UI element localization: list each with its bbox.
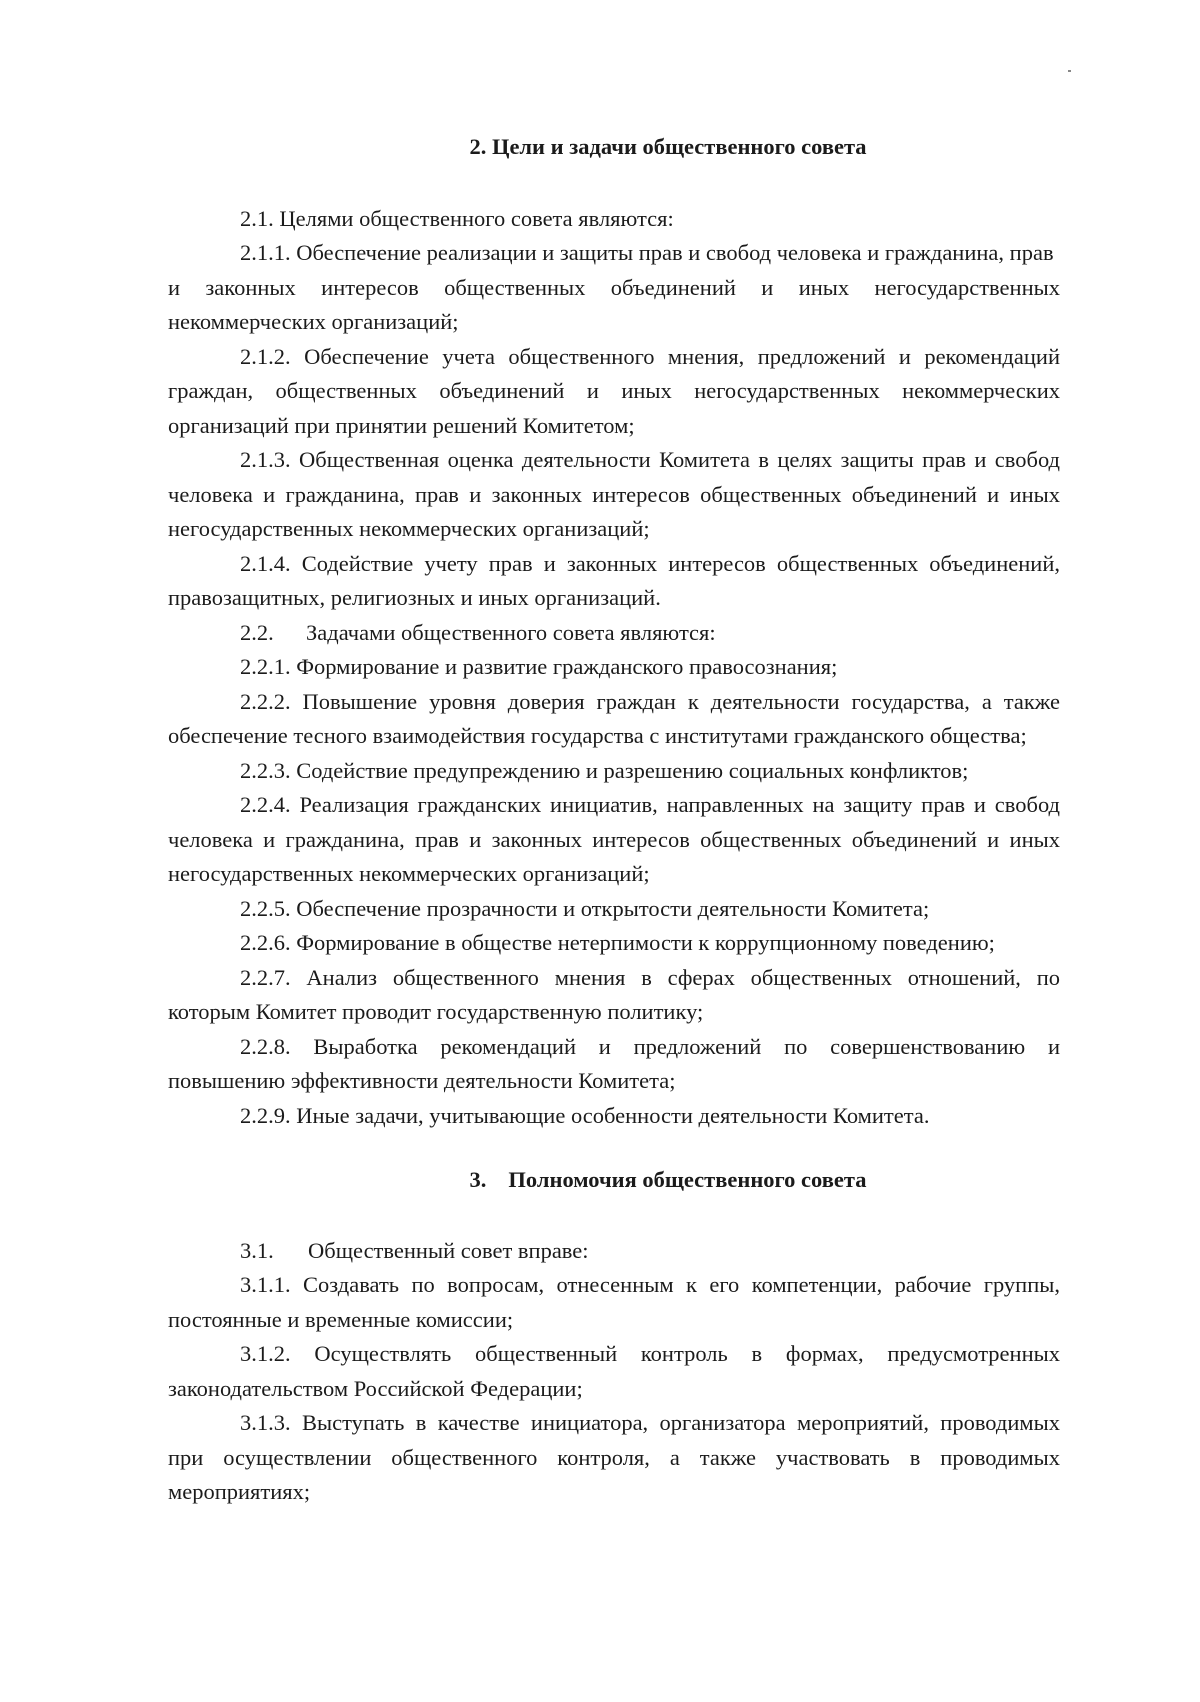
section-3-title — [168, 1163, 1128, 1198]
paragraph-3-1-1: 3.1.1. Создавать по вопросам, отнесенным к его компетенции, рабочие группы, постоянные и временные комиссии; — [168, 1272, 1060, 1332]
paragraph-2-2-3: 2.2.3. Содействие предупреждению и разрешению социальных конфликтов; — [240, 757, 969, 783]
paragraph-2-2-number: 2.2. — [240, 619, 274, 645]
paragraph-2-2-text: Задачами общественного совета являются: — [306, 619, 716, 645]
scan-speck — [1068, 70, 1071, 72]
paragraph-2-1-2: 2.1.2. Обеспечение учета общественного мнения, предложений и рекомендаций граждан, общественных объединений и иных негосударственных некоммерческих организаций при принятии решений Комитетом; — [168, 343, 1060, 438]
paragraph-3-1-text: Общественный совет вправе: — [308, 1237, 589, 1263]
paragraph-2-1-1-line2: и законных интересов общественных объединений и иных негосударственных некоммерческих организаций; — [168, 274, 1060, 334]
section-3-title-text: Полномочия общественного совета — [508, 1167, 867, 1192]
paragraph-2-1-4: 2.1.4. Содействие учету прав и законных интересов общественных объединений, правозащитных, религиозных и иных организаций. — [168, 550, 1060, 610]
paragraph-2-2-9: 2.2.9. Иные задачи, учитывающие особенности деятельности Комитета. — [240, 1102, 930, 1128]
paragraph-3-1-2: 3.1.2. Осуществлять общественный контроль в формах, предусмотренных законодательством Российской Федерации; — [168, 1341, 1060, 1401]
paragraph-2-2-4: 2.2.4. Реализация гражданских инициатив, направленных на защиту прав и свобод человека и гражданина, прав и законных интересов общественных объединений и иных негосударственных некоммерческих организаций; — [168, 792, 1060, 886]
paragraph-2-2-8: 2.2.8. Выработка рекомендаций и предложений по совершенствованию и повышению эффективности деятельности Комитета; — [168, 1033, 1060, 1093]
paragraph-3-1-3: 3.1.3. Выступать в качестве инициатора, организатора мероприятий, проводимых при осуществлении общественного контроля, а также участвовать в проводимых мероприятиях; — [168, 1410, 1060, 1504]
paragraph-2-2-6: 2.2.6. Формирование в обществе нетерпимости к коррупционному поведению; — [240, 930, 995, 955]
section-3-number: 3. — [469, 1167, 487, 1192]
document-page — [168, 130, 1128, 1510]
paragraph-2-1-3: 2.1.3. Общественная оценка деятельности Комитета в целях защиты прав и свобод человека и гражданина, прав и законных интересов общественных объединений и иных негосударственных некоммерческих организаций; — [168, 447, 1060, 541]
paragraph-2-1: 2.1. Целями общественного совета являются: — [240, 205, 674, 231]
paragraph-2-2-1: 2.2.1. Формирование и развитие гражданского правосознания; — [240, 654, 838, 679]
section-2-title: 2. Цели и задачи общественного совета — [469, 134, 867, 159]
paragraph-3-1 — [168, 1234, 1128, 1269]
paragraph-3-1-number: 3.1. — [240, 1237, 274, 1263]
paragraph-2-2-7: 2.2.7. Анализ общественного мнения в сферах общественных отношений, по которым Комитет проводит государственную политику; — [168, 964, 1060, 1024]
paragraph-2-2-2: 2.2.2. Повышение уровня доверия граждан к деятельности государства, а также обеспечение тесного взаимодействия государства с институтами гражданского общества; — [168, 688, 1060, 748]
paragraph-2-2 — [168, 616, 1128, 651]
paragraph-2-2-5: 2.2.5. Обеспечение прозрачности и открытости деятельности Комитета; — [240, 895, 930, 921]
paragraph-2-1-1-line1: 2.1.1. Обеспечение реализации и защиты прав и свобод человека и гражданина, прав — [240, 240, 1054, 265]
